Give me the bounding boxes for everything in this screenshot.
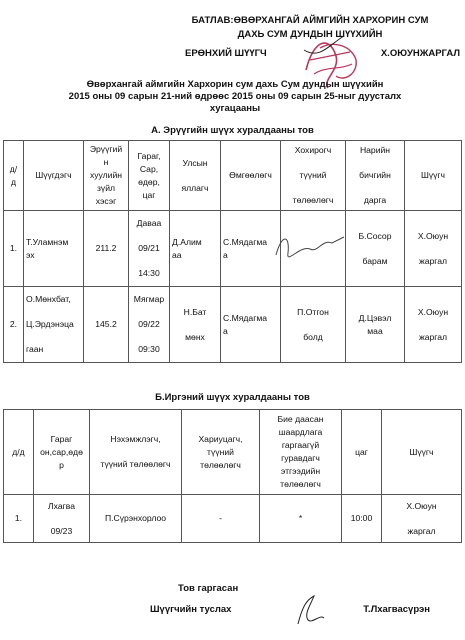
text-line: бичгийн <box>359 170 391 180</box>
text-line: Х.Оюун <box>417 306 449 317</box>
footer-signer <box>150 604 430 615</box>
cell-judge <box>405 287 462 363</box>
text-line: Б.Сосор <box>358 230 392 241</box>
header-article <box>84 141 129 211</box>
text-line: этгээдийн <box>280 466 321 476</box>
text-line: Лхагва <box>47 500 75 511</box>
text-line: Д.Цэвэл <box>358 312 392 323</box>
criminal-hearings-table <box>3 140 462 363</box>
footer-name: Т.Лхагвасүрэн <box>363 604 430 615</box>
text-line: а <box>223 325 228 336</box>
document-title <box>40 79 430 115</box>
title-line-1: Өвөрхангай аймгийн Хархорин сум дахь Сум дундын шүүхийн <box>86 79 384 90</box>
title-line-3: хугацааны <box>209 103 261 114</box>
text-line: Шүүгч <box>420 170 446 180</box>
signature-icon <box>270 225 350 270</box>
table-row <box>4 495 462 543</box>
text-line: хэсэг <box>95 196 117 206</box>
cell-time: 10:00 <box>342 495 382 543</box>
header-defendant <box>24 141 84 211</box>
header-third-party <box>260 410 342 495</box>
header-num <box>4 410 34 495</box>
cell-defendant <box>24 287 84 363</box>
section-b-title: Б.Иргэний шүүх хуралдааны тов <box>155 392 310 403</box>
cell-article: 211.2 <box>84 211 129 287</box>
text-line: Нарийн <box>359 145 391 155</box>
cell-clerk <box>346 211 405 287</box>
text-line: жаргал <box>418 255 448 266</box>
text-line: өдөр, <box>138 176 160 187</box>
text-line: 09/23 <box>50 525 73 536</box>
text-line: түүний төлөөлөгч <box>100 459 171 469</box>
cell-plaintiff: П.Сүрэнхорлоо <box>90 495 182 543</box>
text-line: он,сар,өдө <box>40 446 83 457</box>
table-row <box>4 211 462 287</box>
text-line: 14:30 <box>138 268 160 278</box>
text-line: 09:30 <box>138 344 160 354</box>
table-row <box>4 287 462 363</box>
text-line: гуравдагч <box>281 453 320 463</box>
header-time <box>342 410 382 495</box>
text-line: зүйл <box>96 183 116 193</box>
text-line: Мягмар <box>133 294 165 304</box>
text-line: шаардлага <box>278 427 323 437</box>
text-line: Даваа <box>136 218 162 228</box>
cell-article: 145.2 <box>84 287 129 363</box>
header-date <box>129 141 170 211</box>
text-line: Нэхэмжлэгч, <box>110 434 161 444</box>
table-header-row <box>4 410 462 495</box>
text-line: мөнх <box>185 331 205 342</box>
footer-title: Тов гаргасан <box>178 583 239 594</box>
header-advocate <box>221 141 281 211</box>
header-clerk <box>346 141 405 211</box>
text-line: Д.Алим <box>172 236 202 247</box>
text-line: болд <box>303 331 323 342</box>
text-line: төлөөлөгч <box>292 195 334 205</box>
text-line: Эрүүгий <box>89 144 123 154</box>
text-line: Хариуцагч, <box>198 433 243 444</box>
cell-prosecutor <box>170 287 221 363</box>
text-line: Шүүгдэгч <box>35 170 72 180</box>
cell-judge <box>405 211 462 287</box>
text-line: маа <box>367 325 383 336</box>
text-line: эх <box>26 249 35 260</box>
text-line: түүний <box>299 170 327 180</box>
table-header-row <box>4 141 462 211</box>
text-line: 09/21 <box>138 243 160 253</box>
header-judge <box>382 410 462 495</box>
text-line: 09/22 <box>138 319 160 329</box>
title-line-2: 2015 оны 09 сарын 21-ний өдрөөс 2015 оны 09 сарын 25-ныг дуусталх <box>68 91 402 102</box>
text-line: төлөөлөгч <box>200 459 241 470</box>
header-judge <box>405 141 462 211</box>
text-line: Улсын <box>182 157 208 168</box>
text-line: Шүүгч <box>409 446 434 457</box>
cell-num: 1. <box>4 495 34 543</box>
signature-icon <box>292 590 328 630</box>
approval-line-1: БАТЛАВ:ӨВӨРХАНГАЙ АЙМГИЙН ХАРХОРИН СУМ <box>191 15 429 26</box>
text-line: Н.Бат <box>183 306 207 317</box>
text-line: д/д <box>12 446 25 457</box>
cell-advocate <box>221 287 281 363</box>
text-line: О.Мөнхбат, <box>26 294 71 304</box>
signer-name: Х.ОЮУНЖАРГАЛ <box>380 48 460 59</box>
cell-respondent: - <box>182 495 260 543</box>
text-line: гаан <box>26 344 44 354</box>
text-line: барам <box>362 255 388 266</box>
cell-prosecutor <box>170 211 221 287</box>
text-line: цаг <box>142 189 156 200</box>
cell-date <box>34 495 90 543</box>
text-line: д <box>10 176 16 187</box>
text-line: П.Отгон <box>297 306 329 317</box>
text-line: Өмгөөлөгч <box>229 170 272 180</box>
civil-hearings-table <box>3 409 462 543</box>
text-line: жаргал <box>407 525 436 536</box>
header-prosecutor <box>170 141 221 211</box>
text-line: Хохирогч <box>294 145 332 155</box>
footer-role: Шүүгчийн туслах <box>150 604 232 615</box>
text-line: р <box>59 459 64 470</box>
header-date <box>34 410 90 495</box>
cell-clerk <box>346 287 405 363</box>
text-line: цаг <box>355 446 368 457</box>
approval-line-2: ДАХЬ СУМ ДУНДЫН ШҮҮХИЙН <box>237 29 383 40</box>
text-line: төлөөлөгч <box>280 479 321 489</box>
text-line: дарга <box>363 195 387 205</box>
text-line: түүний <box>207 446 234 457</box>
cell-victim <box>281 287 346 363</box>
text-line: гаргаагүй <box>281 440 320 450</box>
header-victim <box>281 141 346 211</box>
cell-judge <box>382 495 462 543</box>
text-line: жаргал <box>418 331 448 342</box>
header-plaintiff <box>90 410 182 495</box>
cell-date <box>129 287 170 363</box>
text-line: Х.Оюун <box>406 500 437 511</box>
section-a-title: А. Эрүүгийн шүүх хуралдааны тов <box>151 125 314 136</box>
text-line: С.Мядагма <box>223 236 268 247</box>
text-line: яллагч <box>181 182 209 193</box>
text-line: Т.Уламнэм <box>26 236 69 247</box>
text-line: Гараг, <box>137 150 161 161</box>
text-line: Гараг <box>50 433 73 444</box>
text-line: С.Мядагма <box>223 312 268 323</box>
text-line: д/ <box>9 163 18 174</box>
text-line: Бие даасан <box>277 414 324 424</box>
cell-date <box>129 211 170 287</box>
cell-num: 2. <box>4 287 24 363</box>
cell-num: 1. <box>4 211 24 287</box>
text-line: н <box>103 157 109 167</box>
signer-title: ЕРӨНХИЙ ШҮҮГЧ <box>185 48 267 59</box>
text-line: Х.Оюун <box>417 230 449 241</box>
text-line: а <box>223 249 228 260</box>
cell-third-party: * <box>260 495 342 543</box>
text-line: Ц.Эрдэнэца <box>26 319 74 329</box>
header-respondent <box>182 410 260 495</box>
cell-defendant <box>24 211 84 287</box>
text-line: Сар, <box>139 163 159 174</box>
header-num <box>4 141 24 211</box>
text-line: хуулийн <box>89 170 123 180</box>
text-line: аа <box>172 249 182 260</box>
